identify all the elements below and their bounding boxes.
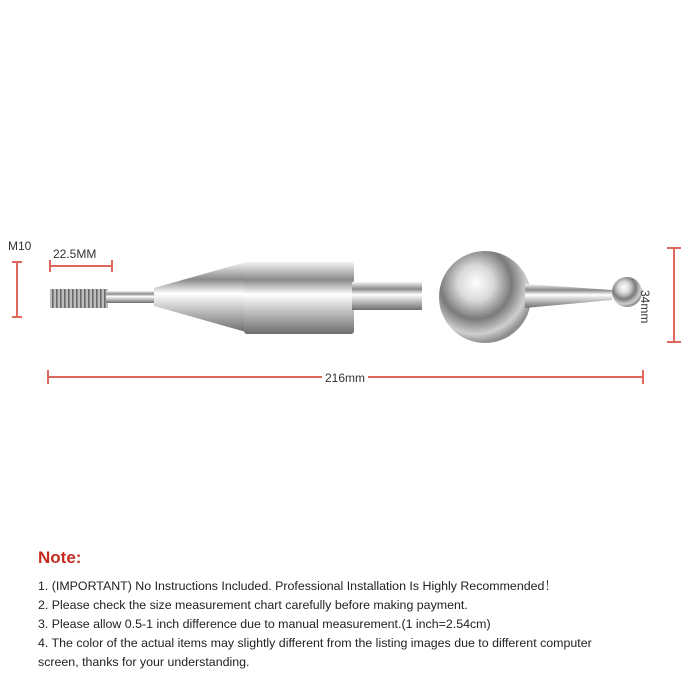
cone-section bbox=[154, 262, 246, 332]
thin-shaft bbox=[106, 291, 156, 303]
note-item-4-continued: screen, thanks for your understanding. bbox=[38, 655, 250, 669]
note-item-3: 3. Please allow 0.5-1 inch difference due to manual measurement.(1 inch=2.54cm) bbox=[38, 617, 491, 631]
note-item-2: 2. Please check the size measurement chart carefully before making payment. bbox=[38, 598, 468, 612]
notes-heading: Note: bbox=[38, 548, 82, 567]
note-item-4: 4. The color of the actual items may slightly different from the listing images due to different computer bbox=[38, 636, 592, 650]
thread-section bbox=[50, 289, 108, 308]
ball-knob bbox=[439, 251, 531, 343]
neck-shaft bbox=[352, 282, 422, 310]
thread-size-label: M10 bbox=[8, 239, 32, 253]
note-item-1: 1. (IMPORTANT) No Instructions Included. Professional Installation Is Highly Recommended！ bbox=[38, 579, 557, 593]
notes-section bbox=[38, 548, 688, 672]
thread-length-label: 22.5MM bbox=[53, 247, 97, 261]
tip-taper bbox=[525, 284, 612, 308]
main-cylinder bbox=[244, 262, 354, 334]
total-length-label: 216mm bbox=[322, 371, 368, 385]
knob-height-label: 34mm bbox=[638, 290, 652, 324]
